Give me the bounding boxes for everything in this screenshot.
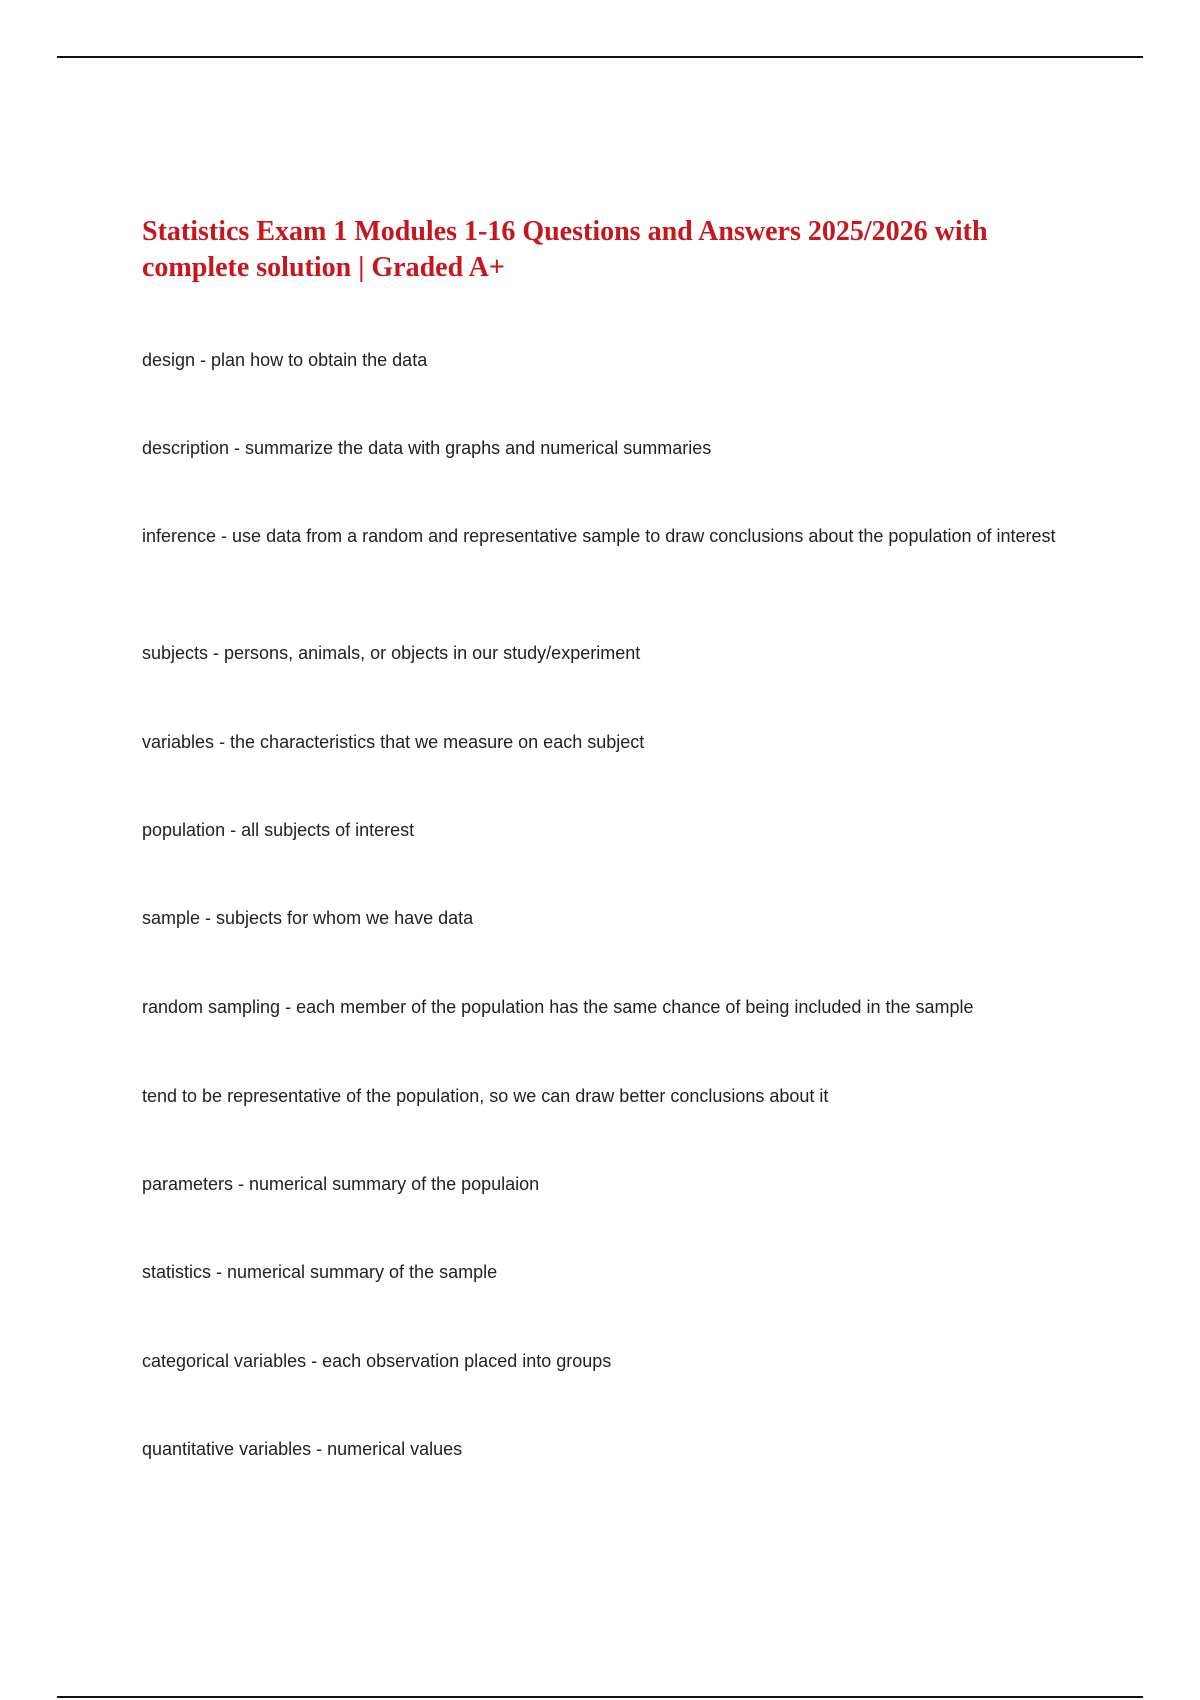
list-item: tend to be representative of the population, so we can draw better conclusions about it — [142, 1086, 829, 1106]
list-item: population - all subjects of interest — [142, 820, 415, 840]
bottom-divider — [57, 1696, 1143, 1698]
top-divider — [57, 56, 1143, 58]
list-item: quantitative variables - numerical values — [142, 1439, 463, 1459]
list-item: description - summarize the data with graphs and numerical summaries — [142, 438, 712, 458]
list-item: inference - use data from a random and representative sample to draw conclusions about the population of interest — [142, 526, 1056, 546]
page-title: Statistics Exam 1 Modules 1-16 Questions and Answers 2025/2026 with complete solution | Graded A+ — [142, 216, 988, 283]
list-item: parameters - numerical summary of the populaion — [142, 1174, 540, 1194]
list-item: statistics - numerical summary of the sample — [142, 1262, 498, 1282]
list-item: design - plan how to obtain the data — [142, 350, 428, 370]
list-item: sample - subjects for whom we have data — [142, 908, 474, 928]
list-item: subjects - persons, animals, or objects in our study/experiment — [142, 643, 641, 663]
list-item: categorical variables - each observation placed into groups — [142, 1351, 612, 1371]
list-item: variables - the characteristics that we measure on each subject — [142, 732, 645, 752]
list-item: random sampling - each member of the population has the same chance of being included in the sample — [142, 997, 974, 1017]
